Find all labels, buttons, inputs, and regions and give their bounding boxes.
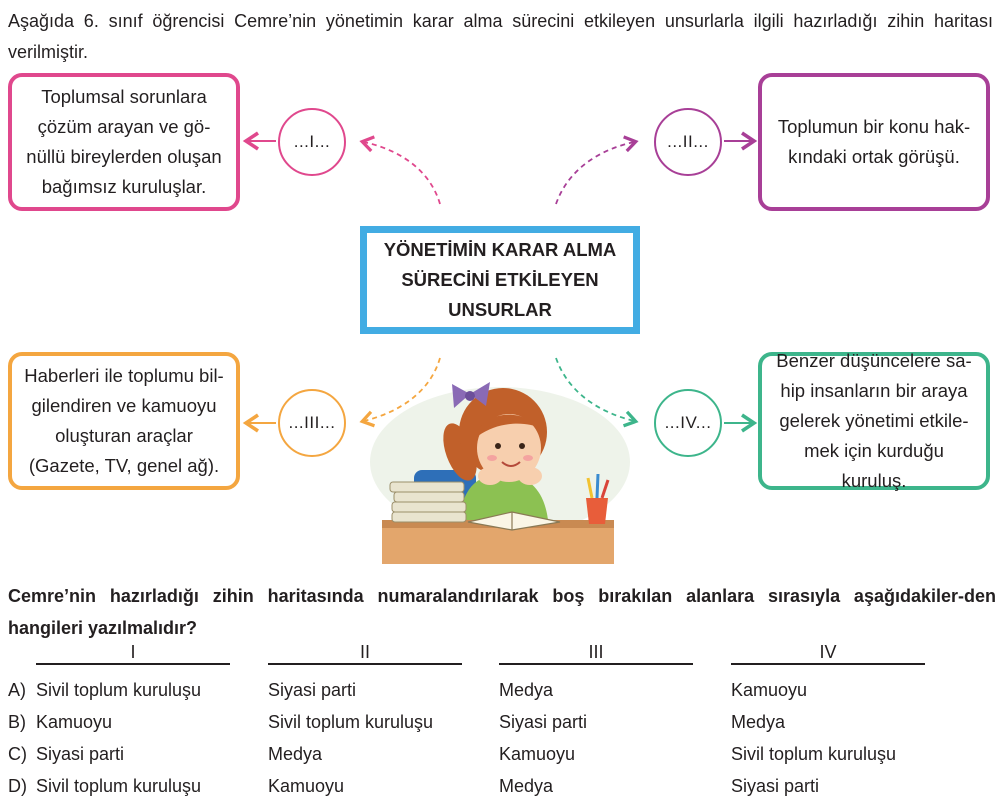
central-topic-line: SÜRECİNİ ETKİLEYEN bbox=[401, 269, 599, 290]
definition-line: bağımsız kuruluşlar. bbox=[41, 176, 207, 197]
definition-line: Haberleri ile toplumu bil- bbox=[24, 365, 224, 386]
option-letter: D) bbox=[8, 776, 27, 796]
option-cell: Siyasi parti bbox=[268, 680, 357, 700]
definition-line: gelerek yönetimi etkile- bbox=[779, 410, 969, 431]
option-cell: Siyasi parti bbox=[36, 744, 125, 764]
intro-text: Aşağıda 6. sınıf öğrencisi Cemre’nin yönetimin karar alma sürecini etkileyen unsurlarla ilgili hazırladığı zihin haritası verilmiştir. bbox=[8, 11, 993, 62]
definition-box-1 bbox=[8, 73, 240, 211]
option-cell: Kamuoyu bbox=[36, 712, 113, 732]
central-topic-line: YÖNETİMİN KARAR ALMA bbox=[383, 239, 617, 260]
option-cell: Medya bbox=[499, 680, 554, 700]
column-header-3: III bbox=[588, 642, 604, 662]
option-cell: Kamuoyu bbox=[499, 744, 576, 764]
option-cell: Kamuoyu bbox=[268, 776, 345, 796]
definition-box-4 bbox=[758, 352, 990, 490]
definition-line: Benzer düşüncelere sa- bbox=[776, 350, 972, 371]
question-text: Cemre’nin hazırladığı zihin haritasında numaralandırılarak boş bırakılan alanlara sırasıyla aşağıdakiler-den hangileri yazılmalıdır? bbox=[8, 586, 996, 638]
definition-line: kındaki ortak görüşü. bbox=[788, 146, 960, 167]
option-cell: Sivil toplum kuruluşu bbox=[36, 680, 202, 700]
blank-circle-4: ...IV... bbox=[654, 389, 722, 457]
option-letter: A) bbox=[8, 680, 26, 700]
option-cell: Siyasi parti bbox=[731, 776, 820, 796]
option-cell: Medya bbox=[268, 744, 323, 764]
option-cell: Medya bbox=[731, 712, 786, 732]
blank-circle-3: ...III... bbox=[278, 389, 346, 457]
girl-reading-illustration bbox=[370, 382, 630, 564]
dashed-tr bbox=[556, 142, 634, 204]
option-cell: Sivil toplum kuruluşu bbox=[268, 712, 434, 732]
definition-box-3 bbox=[8, 352, 240, 490]
definition-line: hip insanların bir araya bbox=[780, 380, 968, 401]
column-header-2: II bbox=[359, 642, 370, 662]
option-cell: Sivil toplum kuruluşu bbox=[731, 744, 897, 764]
column-header-1: I bbox=[130, 642, 136, 662]
column-rule bbox=[731, 663, 925, 665]
option-cell: Sivil toplum kuruluşu bbox=[36, 776, 202, 796]
central-topic-box bbox=[360, 226, 640, 334]
definition-line: çözüm arayan ve gö- bbox=[37, 116, 211, 137]
definition-line: nüllü bireylerden oluşan bbox=[26, 146, 222, 167]
blank-circle-1: ...I... bbox=[278, 108, 346, 176]
option-cell: Medya bbox=[499, 776, 554, 796]
option-letter: C) bbox=[8, 744, 27, 764]
option-cell: Kamuoyu bbox=[731, 680, 808, 700]
definition-line: (Gazete, TV, genel ağ). bbox=[28, 455, 220, 476]
definition-line: gilendiren ve kamuoyu bbox=[31, 395, 217, 416]
central-topic-line: UNSURLAR bbox=[448, 299, 552, 320]
definition-line: Toplumsal sorunlara bbox=[41, 86, 207, 107]
blank-circle-2: ...II... bbox=[654, 108, 722, 176]
column-rule bbox=[499, 663, 693, 665]
column-rule bbox=[268, 663, 462, 665]
dashed-tl bbox=[364, 142, 440, 204]
option-cell: Siyasi parti bbox=[499, 712, 588, 732]
definition-line: oluşturan araçlar bbox=[55, 425, 193, 446]
option-letter: B) bbox=[8, 712, 26, 732]
column-header-4: IV bbox=[819, 642, 837, 662]
definition-line: mek için kurduğu kuruluş. bbox=[804, 440, 944, 491]
definition-line: Toplumun bir konu hak- bbox=[777, 116, 971, 137]
column-rule bbox=[36, 663, 230, 665]
definition-box-2 bbox=[758, 73, 990, 211]
